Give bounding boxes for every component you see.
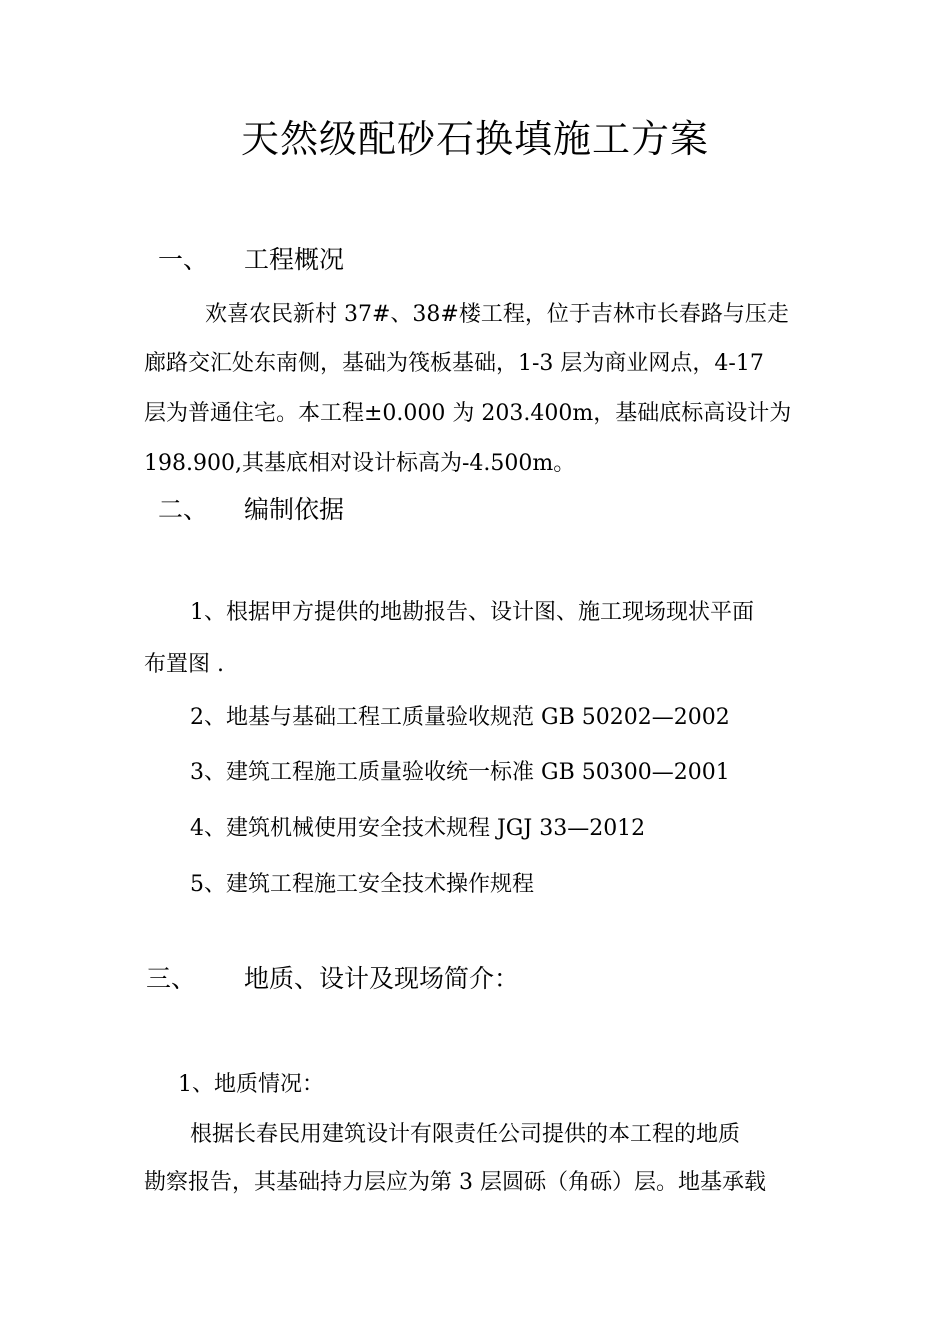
basis-list-item: 5、建筑工程施工安全技术操作规程 [190,872,534,897]
section-3-heading [146,959,646,993]
section-2-heading [158,490,458,524]
section-1-heading [158,240,458,274]
section-1-paragraph-line: 欢喜农民新村 37#、38#楼工程，位于吉林市长春路与压走 [205,302,789,327]
section-1-paragraph-line: 廊路交汇处东南侧，基础为筏板基础，1-3 层为商业网点，4-17 [144,351,764,376]
section-1-number: 一、 [158,245,209,274]
basis-list-item: 3、建筑工程施工质量验收统一标准 GB 50300—2001 [190,760,730,785]
section-2-label: 编制依据 [244,495,345,524]
basis-list-item: 2、地基与基础工程工质量验收规范 GB 50202—2002 [190,705,730,730]
section-3-label: 地质、设计及现场简介： [244,964,520,993]
section-3-number: 三、 [146,964,197,993]
basis-list-item: 布置图 . [144,652,224,677]
section-1-paragraph-line: 198.900,其基底相对设计标高为-4.500m。 [144,451,576,476]
basis-list-item: 4、建筑机械使用安全技术规程 JGJ 33—2012 [190,816,646,841]
geology-subheading: 1、地质情况： [178,1072,324,1097]
section-2-number: 二、 [158,495,209,524]
section-3-paragraph-line: 勘察报告，其基础持力层应为第 3 层圆砾（角砾）层。地基承载 [144,1170,766,1195]
basis-list-item: 1、根据甲方提供的地勘报告、设计图、施工现场现状平面 [190,600,754,625]
section-1-paragraph-line: 层为普通住宅。本工程±0.000 为 203.400m，基础底标高设计为 [144,401,792,426]
section-3-paragraph-line: 根据长春民用建筑设计有限责任公司提供的本工程的地质 [190,1122,741,1147]
section-1-label: 工程概况 [244,245,345,274]
document-title: 天然级配砂石换填施工方案 [240,117,709,161]
